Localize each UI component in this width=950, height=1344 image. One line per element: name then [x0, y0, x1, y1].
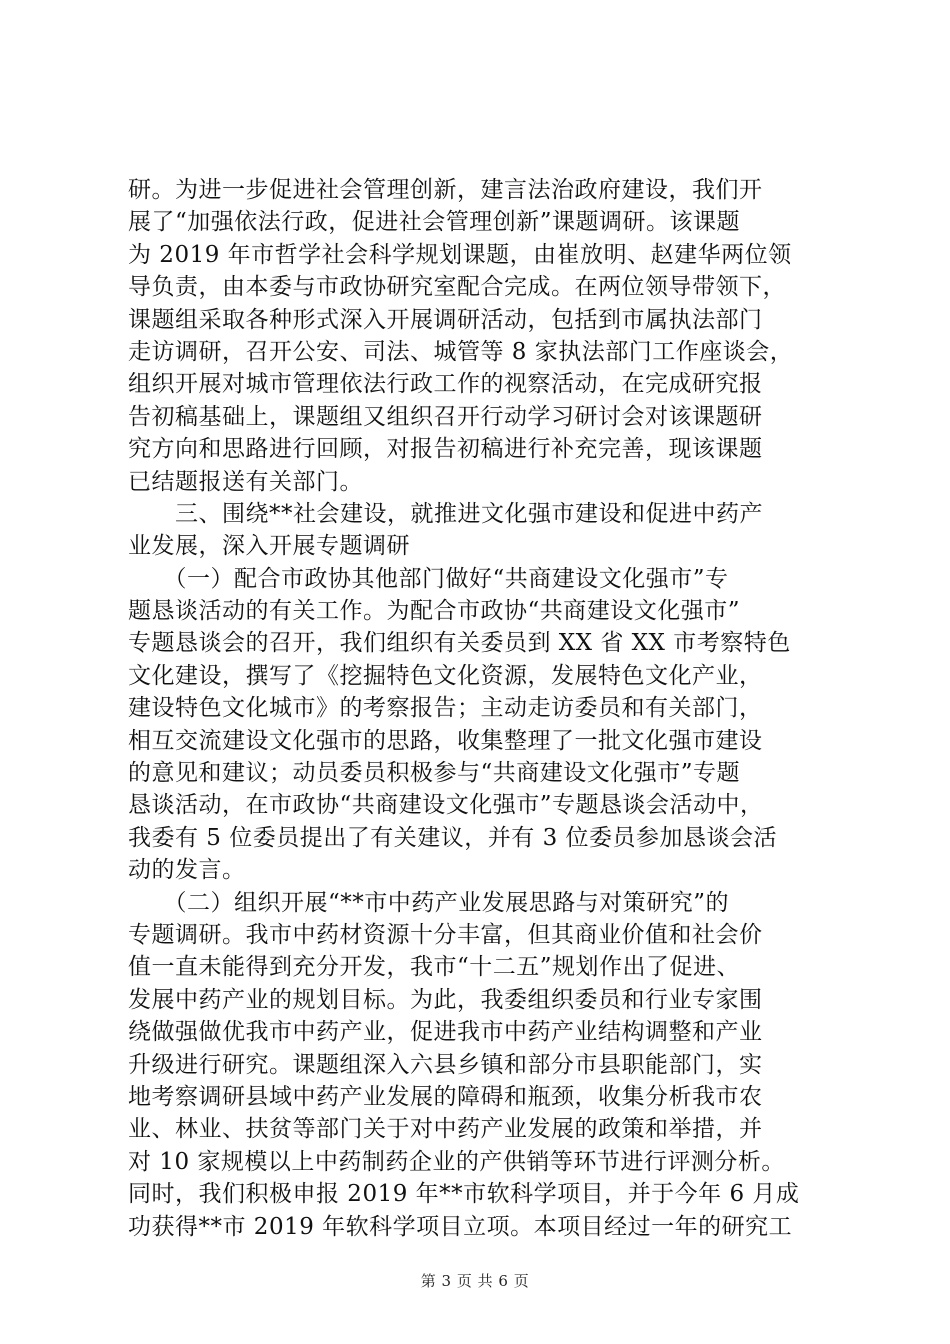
- text-line: 升级进行研究。课题组深入六县乡镇和部分市县职能部门，实: [128, 1051, 763, 1078]
- text-line: 研。为进一步促进社会管理创新，建言法治政府建设，我们开: [128, 177, 763, 203]
- text-line: 的意见和建议；动员委员积极参与“共商建设文化强市”专题: [128, 760, 741, 787]
- text-line: 告初稿基础上，课题组又组织召开行动学习研讨会对该课题研: [128, 403, 763, 430]
- text-line: 发展中药产业的规划目标。为此，我委组织委员和行业专家围: [128, 986, 763, 1013]
- text-line: 我委有 5 位委员提出了有关建议，并有 3 位委员参加恳谈会活: [128, 824, 778, 851]
- text-line: 功获得**市 2019 年软科学项目立项。本项目经过一年的研究工: [128, 1213, 793, 1240]
- text-line: 相互交流建设文化强市的思路，收集整理了一批文化强市建设: [128, 727, 763, 754]
- text-line: 恳谈活动，在市政协“共商建设文化强市”专题恳谈会活动中，: [128, 792, 764, 819]
- text-line: 为 2019 年市哲学社会科学规划课题，由崔放明、赵建华两位领: [128, 241, 792, 268]
- text-line: 已结题报送有关部门。: [128, 468, 363, 495]
- text-line: （一）配合市政协其他部门做好“共商建设文化强市”专: [128, 565, 729, 592]
- text-line: 专题调研。我市中药材资源十分丰富，但其商业价值和社会价: [128, 921, 763, 948]
- text-line: 同时，我们积极申报 2019 年**市软科学项目，并于今年 6 月成: [128, 1181, 800, 1208]
- text-line: 值一直未能得到充分开发，我市“十二五”规划作出了促进、: [128, 954, 741, 981]
- text-line: 对 10 家规模以上中药制药企业的产供销等环节进行评测分析。: [128, 1148, 785, 1175]
- text-line: 究方向和思路进行回顾，对报告初稿进行补充完善，现该课题: [128, 436, 763, 463]
- text-line: 走访调研，召开公安、司法、城管等 8 家执法部门工作座谈会，: [128, 338, 794, 365]
- text-line: 导负责，由本委与市政协研究室配合完成。在两位领导带领下，: [128, 274, 786, 301]
- text-line: 展了“加强依法行政，促进社会管理创新”课题调研。该课题: [128, 209, 741, 236]
- text-line: 专题恳谈会的召开，我们组织有关委员到 XX 省 XX 市考察特色: [128, 630, 791, 657]
- page-footer: 第 3 页 共 6 页: [420, 1272, 530, 1290]
- text-line: 业、林业、扶贫等部门关于对中药产业发展的政策和举措，并: [128, 1116, 763, 1143]
- text-line: 文化建设，撰写了《挖掘特色文化资源，发展特色文化产业，: [128, 662, 763, 689]
- text-line: 地考察调研县域中药产业发展的障碍和瓶颈，收集分析我市农: [128, 1083, 763, 1110]
- body-text: [128, 174, 833, 1243]
- text-line: 组织开展对城市管理依法行政工作的视察活动，在完成研究报: [128, 371, 763, 398]
- text-line: 业发展，深入开展专题调研: [128, 533, 410, 560]
- text-line: 课题组采取各种形式深入开展调研活动，包括到市属执法部门: [128, 306, 763, 333]
- text-line: 动的发言。: [128, 857, 246, 884]
- text-line: 三、围绕**社会建设，就推进文化强市建设和促进中药产: [128, 500, 763, 527]
- text-line: 绕做强做优我市中药产业，促进我市中药产业结构调整和产业: [128, 1019, 763, 1046]
- text-line: 建设特色文化城市》的考察报告；主动走访委员和有关部门，: [128, 695, 763, 722]
- text-line: （二）组织开展“**市中药产业发展思路与对策研究”的: [128, 889, 730, 916]
- text-line: 题恳谈活动的有关工作。为配合市政协“共商建设文化强市”: [128, 598, 741, 625]
